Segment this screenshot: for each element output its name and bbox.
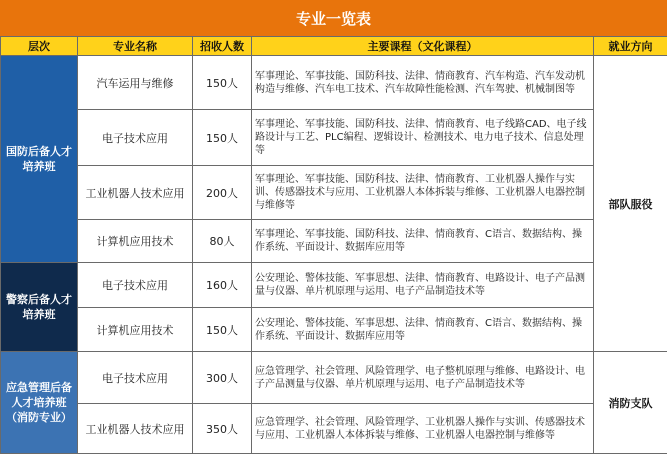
table-row <box>1 263 667 308</box>
header-job: 就业方向 <box>594 37 667 56</box>
enroll-cell: 150人 <box>193 56 252 110</box>
enroll-cell: 300人 <box>193 352 252 404</box>
major-cell: 工业机器人技术应用 <box>78 404 193 454</box>
table-row <box>1 166 667 220</box>
major-cell: 电子技术应用 <box>78 263 193 308</box>
courses-cell: 公安理论、警体技能、军事思想、法律、情商教育、电路设计、电子产品测量与仪器、单片机原理与运用、电子产品制造技术等 <box>252 263 594 308</box>
enroll-cell: 200人 <box>193 166 252 220</box>
level-cell-emergency: 应急管理后备人才培养班（消防专业） <box>1 352 78 454</box>
header-row <box>1 37 667 56</box>
major-cell: 电子技术应用 <box>78 352 193 404</box>
enroll-cell: 160人 <box>193 263 252 308</box>
job-cell-army: 部队服役 <box>594 56 667 352</box>
major-cell: 工业机器人技术应用 <box>78 166 193 220</box>
major-cell: 计算机应用技术 <box>78 220 193 263</box>
table-row <box>1 110 667 166</box>
enroll-cell: 80人 <box>193 220 252 263</box>
major-cell: 电子技术应用 <box>78 110 193 166</box>
sheet-title: 专业一览表 <box>0 0 667 36</box>
courses-cell: 军事理论、军事技能、国防科技、法律、情商教育、电子线路CAD、电子线路设计与工艺、PLC编程、逻辑设计、检测技术、电力电子技术、信息处理等 <box>252 110 594 166</box>
header-level: 层次 <box>1 37 78 56</box>
courses-cell: 应急管理学、社会管理、风险管理学、电子整机原理与维修、电路设计、电子产品测量与仪器、单片机原理与运用、电子产品制造技术等 <box>252 352 594 404</box>
table-row <box>1 352 667 404</box>
header-major: 专业名称 <box>78 37 193 56</box>
enroll-cell: 150人 <box>193 308 252 352</box>
major-table <box>0 36 667 454</box>
job-cell-fire: 消防支队 <box>594 352 667 454</box>
major-cell: 汽车运用与维修 <box>78 56 193 110</box>
enroll-cell: 150人 <box>193 110 252 166</box>
courses-cell: 军事理论、军事技能、国防科技、法律、情商教育、工业机器人操作与实训、传感器技术与应用、工业机器人本体拆装与维修、工业机器人电器控制与维修等 <box>252 166 594 220</box>
header-enroll: 招收人数 <box>193 37 252 56</box>
courses-cell: 军事理论、军事技能、国防科技、法律、情商教育、汽车构造、汽车发动机构造与维修、汽车电工技术、汽车故障性能检测、汽车驾驶、机械制图等 <box>252 56 594 110</box>
courses-cell: 军事理论、军事技能、国防科技、法律、情商教育、C语言、数据结构、操作系统、平面设计、数据库应用等 <box>252 220 594 263</box>
level-cell-national-defense: 国防后备人才培养班 <box>1 56 78 263</box>
level-cell-police: 警察后备人才培养班 <box>1 263 78 352</box>
table-row <box>1 308 667 352</box>
header-courses: 主要课程（文化课程） <box>252 37 594 56</box>
enroll-cell: 350人 <box>193 404 252 454</box>
major-cell: 计算机应用技术 <box>78 308 193 352</box>
courses-cell: 公安理论、警体技能、军事思想、法律、情商教育、C语言、数据结构、操作系统、平面设计、数据库应用等 <box>252 308 594 352</box>
table-row <box>1 220 667 263</box>
courses-cell: 应急管理学、社会管理、风险管理学、工业机器人操作与实训、传感器技术与应用、工业机器人本体拆装与维修、工业机器人电器控制与维修等 <box>252 404 594 454</box>
table-row <box>1 56 667 110</box>
table-row <box>1 404 667 454</box>
